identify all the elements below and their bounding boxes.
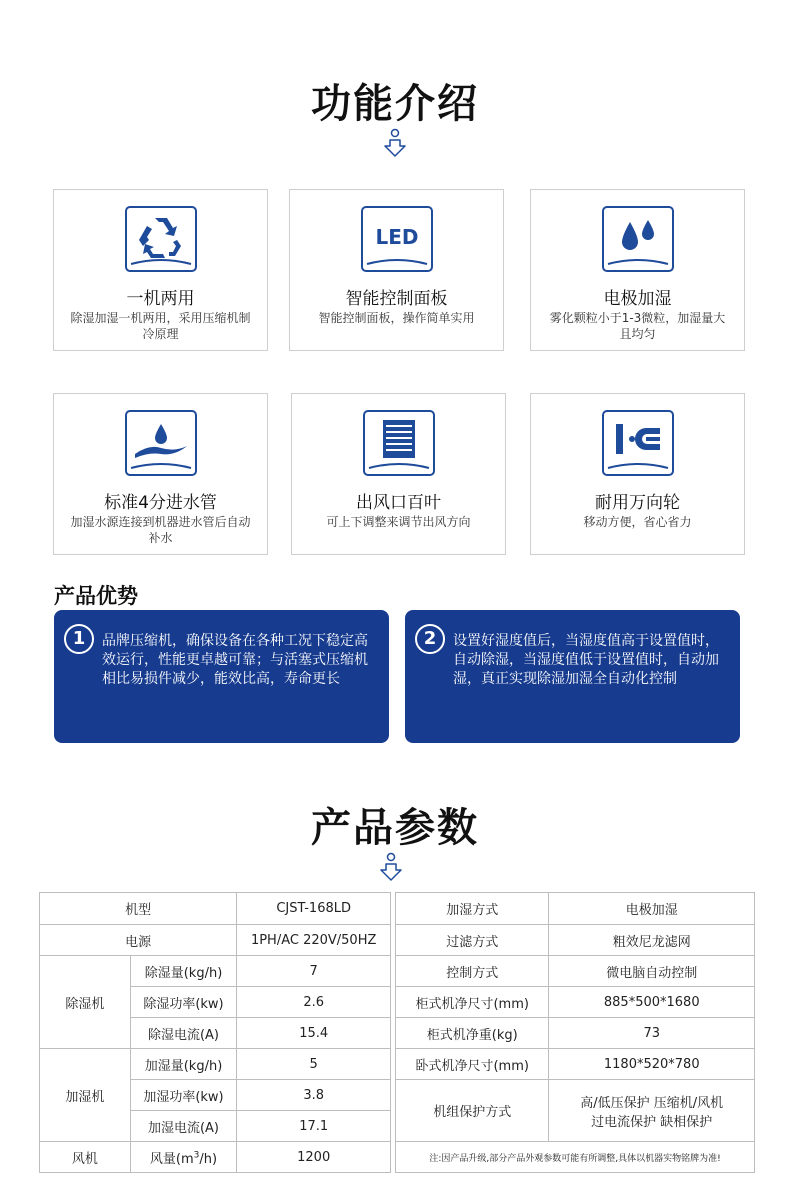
spec-value: 885*500*1680 xyxy=(549,987,755,1018)
feature-title: 一机两用 xyxy=(126,289,195,309)
spec-label: 柜式机净重(kg) xyxy=(396,1018,549,1049)
protect-line-1: 高/低压保护 压缩机/风机 xyxy=(580,1095,724,1111)
feature-card-dual-use xyxy=(53,189,268,351)
protect-line-2: 过电流保护 缺相保护 xyxy=(591,1114,713,1130)
recycle-icon xyxy=(125,206,197,272)
spec-table-left xyxy=(39,892,391,1173)
spec-value: 17.1 xyxy=(237,1111,391,1142)
spec-value: 微电脑自动控制 xyxy=(549,956,755,987)
spec-value: 5 xyxy=(237,1049,391,1080)
spec-label: 过滤方式 xyxy=(396,925,549,956)
feature-title: 智能控制面板 xyxy=(345,289,448,309)
spec-value: 3.8 xyxy=(237,1080,391,1111)
spec-value: 1180*520*780 xyxy=(549,1049,755,1080)
spec-value: 粗效尼龙滤网 xyxy=(549,925,755,956)
feature-title: 标准4分进水管 xyxy=(104,493,217,513)
down-arrow-icon xyxy=(379,852,403,882)
spec-group-label: 风机 xyxy=(40,1142,131,1173)
spec-label: 柜式机净尺寸(mm) xyxy=(396,987,549,1018)
feature-card-caster-wheel xyxy=(530,393,745,555)
led-icon xyxy=(361,206,433,272)
feature-card-electrode-humidify xyxy=(530,189,745,351)
feature-desc: 除湿加湿一机两用，采用压缩机制冷原理 xyxy=(70,311,251,341)
table-row xyxy=(40,893,391,925)
fan-label-text: 风量(m xyxy=(149,1151,194,1167)
table-row xyxy=(40,1049,391,1080)
feature-card-louver xyxy=(291,393,506,555)
table-row xyxy=(396,1142,755,1173)
spec-label: 除湿量(kg/h) xyxy=(130,956,237,987)
table-row xyxy=(396,956,755,987)
feature-title: 耐用万向轮 xyxy=(595,493,680,513)
advantage-text: 品牌压缩机，确保设备在各种工况下稳定高效运行，性能更卓越可靠；与活塞式压缩机相比易损件减少，能效比高，寿命更长 xyxy=(102,633,368,687)
spec-label: 卧式机净尺寸(mm) xyxy=(396,1049,549,1080)
disclaimer-note: 注:因产品升级,部分产品外观参数可能有所调整,具体以机器实物铭牌为准! xyxy=(396,1142,755,1173)
louver-icon xyxy=(363,410,435,476)
spec-group-label: 除湿机 xyxy=(40,956,131,1049)
water-drops-icon xyxy=(602,206,674,272)
spec-label: 机组保护方式 xyxy=(396,1080,549,1142)
spec-label: 控制方式 xyxy=(396,956,549,987)
fan-label-end: /h) xyxy=(199,1151,218,1167)
spec-value: 7 xyxy=(237,956,391,987)
spec-value: CJST-168LD xyxy=(237,893,391,925)
functions-title: 功能介绍 xyxy=(311,80,479,127)
table-row xyxy=(396,1080,755,1142)
table-row xyxy=(396,987,755,1018)
advantage-box-1 xyxy=(54,610,389,743)
water-inlet-icon xyxy=(125,410,197,476)
feature-desc: 可上下调整来调节出风方向 xyxy=(326,515,471,529)
feature-title: 电极加湿 xyxy=(603,289,672,309)
feature-desc: 智能控制面板，操作简单实用 xyxy=(318,311,475,325)
table-row xyxy=(396,925,755,956)
table-row xyxy=(396,1018,755,1049)
caster-wheel-icon xyxy=(602,410,674,476)
spec-label: 机型 xyxy=(40,893,237,925)
spec-label: 除湿电流(A) xyxy=(130,1018,237,1049)
spec-label xyxy=(130,1142,237,1173)
spec-value xyxy=(549,1080,755,1142)
spec-table-right xyxy=(395,892,755,1173)
params-title: 产品参数 xyxy=(311,804,479,851)
advantages-title: 产品优势 xyxy=(54,583,138,608)
spec-value: 15.4 xyxy=(237,1018,391,1049)
spec-label: 加湿电流(A) xyxy=(130,1111,237,1142)
spec-value: 1PH/AC 220V/50HZ xyxy=(237,925,391,956)
number-badge: 1 xyxy=(64,624,94,654)
table-row xyxy=(396,893,755,925)
advantage-text: 设置好湿度值后，当湿度值高于设置值时，自动除湿，当湿度值低于设置值时，自动加湿，真正实现除湿加湿全自动化控制 xyxy=(453,633,719,687)
table-row xyxy=(396,1049,755,1080)
number-badge: 2 xyxy=(415,624,445,654)
led-icon-text: LED xyxy=(374,225,419,249)
spec-group-label: 加湿机 xyxy=(40,1049,131,1142)
feature-card-control-panel xyxy=(289,189,504,351)
table-row xyxy=(40,925,391,956)
feature-card-water-inlet xyxy=(53,393,268,555)
spec-label: 加湿功率(kw) xyxy=(130,1080,237,1111)
spec-value: 73 xyxy=(549,1018,755,1049)
feature-title: 出风口百叶 xyxy=(356,493,441,513)
feature-desc: 移动方便，省心省力 xyxy=(583,515,692,529)
spec-value: 电极加湿 xyxy=(549,893,755,925)
feature-desc: 加湿水源连接到机器进水管后自动补水 xyxy=(70,515,251,545)
spec-value: 2.6 xyxy=(237,987,391,1018)
table-row xyxy=(40,1142,391,1173)
spec-label: 加湿方式 xyxy=(396,893,549,925)
fan-label-sup: 3 xyxy=(193,1150,200,1161)
spec-label: 加湿量(kg/h) xyxy=(130,1049,237,1080)
spec-label: 除湿功率(kw) xyxy=(130,987,237,1018)
spec-label: 电源 xyxy=(40,925,237,956)
spec-value: 1200 xyxy=(237,1142,391,1173)
table-row xyxy=(40,956,391,987)
feature-desc: 雾化颗粒小于1-3微粒，加湿量大且均匀 xyxy=(549,311,726,341)
advantage-box-2 xyxy=(405,610,740,743)
down-arrow-icon xyxy=(383,128,407,158)
